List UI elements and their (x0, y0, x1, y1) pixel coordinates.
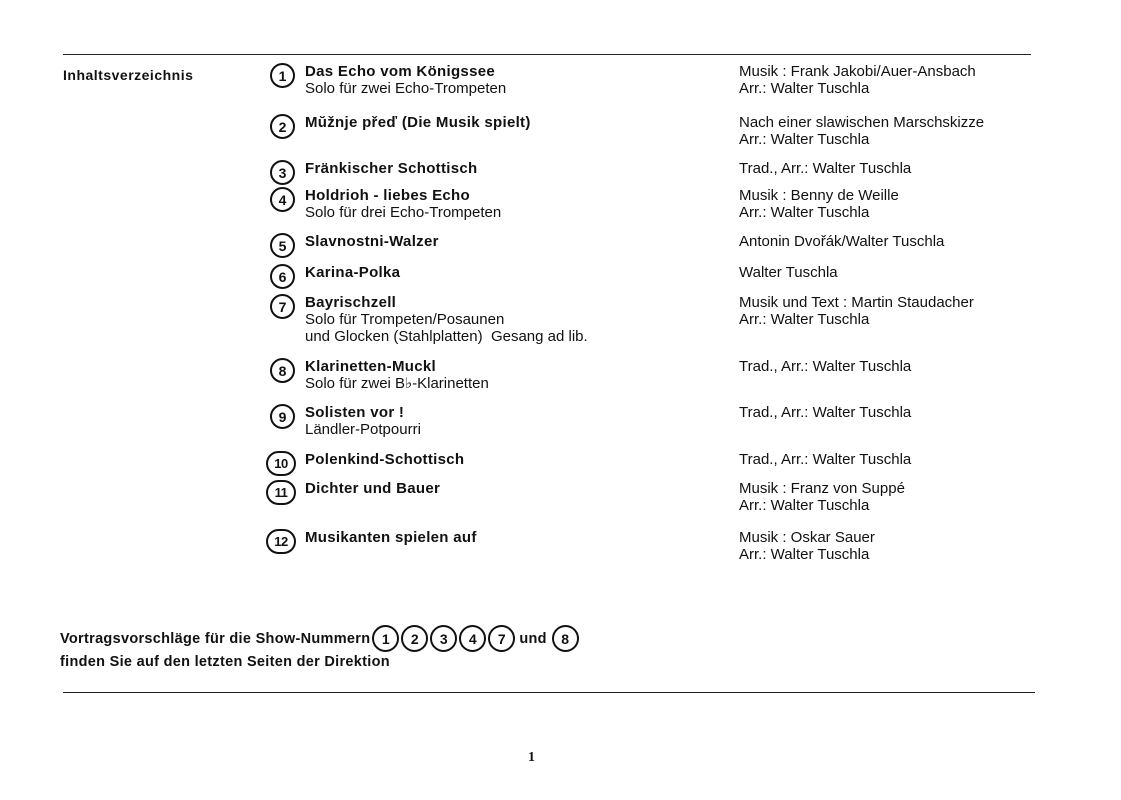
entry-credit-line: Musik : Frank Jakobi/Auer-Ansbach (739, 63, 976, 80)
entry-credit (739, 63, 976, 97)
and-text: und (519, 630, 547, 647)
entry-number-badge: 5 (270, 233, 295, 258)
entry-credit (739, 451, 911, 468)
performance-note (60, 625, 579, 672)
entry-credit (739, 480, 905, 514)
entry-title: Fränkischer Schottisch (305, 160, 478, 177)
entry-credit-line: Nach einer slawischen Marschskizze (739, 114, 985, 131)
entry-number-badge: 10 (266, 451, 296, 476)
page-number: 1 (528, 750, 535, 765)
entry-subtitle: Solo für drei Echo-Trompeten (305, 204, 502, 221)
entry-credit-line: Arr.: Walter Tuschla (739, 80, 870, 97)
entry-title: Slavnostni-Walzer (305, 233, 439, 250)
entry-title: Klarinetten-Muckl (305, 358, 436, 375)
entry-text (305, 114, 531, 131)
entry-subtitle: Ländler-Potpourri (305, 421, 421, 438)
show-number-badge: 1 (372, 625, 399, 652)
entry-credit-line: Arr.: Walter Tuschla (739, 204, 870, 221)
entry-text (305, 358, 489, 392)
entry-credit-line: Trad., Arr.: Walter Tuschla (739, 451, 912, 468)
entry-credit (739, 187, 899, 221)
entry-credit (739, 264, 838, 281)
show-number-badge: 4 (459, 625, 486, 652)
entry-title: Musikanten spielen auf (305, 529, 477, 546)
entry-text (305, 529, 477, 546)
entry-credit (739, 114, 984, 148)
show-number-badge: 3 (430, 625, 457, 652)
entry-credit (739, 529, 875, 563)
entry-title: Solisten vor ! (305, 404, 405, 421)
performance-note-prefix: Vortragsvorschläge für die Show-Nummern (60, 630, 371, 647)
entry-credit-line: Trad., Arr.: Walter Tuschla (739, 160, 912, 177)
entry-title: Mŭžnje přeď (Die Musik spielt) (305, 114, 531, 131)
entry-credit (739, 404, 911, 421)
entry-text (305, 451, 464, 468)
entry-title: Karina-Polka (305, 264, 401, 281)
entry-credit (739, 294, 974, 328)
entry-title: Holdrioh - liebes Echo (305, 187, 470, 204)
entry-number-badge: 6 (270, 264, 295, 289)
entry-credit-line: Musik : Benny de Weille (739, 187, 899, 204)
entry-subtitle: Solo für Trompeten/Posaunen (305, 311, 505, 328)
entry-number-badge: 3 (270, 160, 295, 185)
entry-credit-line: Walter Tuschla (739, 264, 838, 281)
entry-credit (739, 160, 911, 177)
section-label: Inhaltsverzeichnis (63, 67, 194, 83)
entry-number-badge: 12 (266, 529, 296, 554)
entry-credit-line: Antonin Dvořák/Walter Tuschla (739, 233, 945, 250)
show-number-badge: 7 (488, 625, 515, 652)
performance-note-line-2: finden Sie auf den letzten Seiten der Direktion (60, 654, 390, 670)
entry-subtitle: und Glocken (Stahlplatten) Gesang ad lib. (305, 328, 588, 345)
entry-number-badge: 4 (270, 187, 295, 212)
entry-credit-line: Arr.: Walter Tuschla (739, 497, 870, 514)
entry-text (305, 233, 439, 250)
bottom-rule (63, 692, 1035, 693)
entry-number-badge: 1 (270, 63, 295, 88)
top-rule (63, 54, 1031, 55)
entry-title: Dichter und Bauer (305, 480, 441, 497)
entry-credit-line: Musik : Oskar Sauer (739, 529, 875, 546)
entry-title: Das Echo vom Königssee (305, 63, 495, 80)
entry-subtitle: Solo für zwei Echo-Trompeten (305, 80, 507, 97)
entry-text (305, 63, 506, 97)
entry-text (305, 480, 440, 497)
entry-credit-line: Trad., Arr.: Walter Tuschla (739, 404, 912, 421)
entry-text (305, 187, 501, 221)
entry-credit-line: Musik : Franz von Suppé (739, 480, 905, 497)
entry-credit-line: Musik und Text : Martin Staudacher (739, 294, 974, 311)
entry-credit-line: Trad., Arr.: Walter Tuschla (739, 358, 912, 375)
entry-credit-line: Arr.: Walter Tuschla (739, 311, 870, 328)
show-number-badge: 8 (552, 625, 579, 652)
entry-number-badge: 7 (270, 294, 295, 319)
entry-text (305, 294, 588, 345)
entry-text (305, 160, 478, 177)
entry-credit-line: Arr.: Walter Tuschla (739, 131, 870, 148)
entry-number-badge: 2 (270, 114, 295, 139)
entry-number-badge: 9 (270, 404, 295, 429)
performance-note-line-1 (60, 625, 579, 652)
entry-text (305, 404, 421, 438)
entry-text (305, 264, 400, 281)
entry-title: Bayrischzell (305, 294, 397, 311)
entry-credit (739, 358, 911, 375)
entry-credit-line: Arr.: Walter Tuschla (739, 546, 870, 563)
entry-number-badge: 11 (266, 480, 296, 505)
entry-number-badge: 8 (270, 358, 295, 383)
entry-credit (739, 233, 944, 250)
entry-title: Polenkind-Schottisch (305, 451, 465, 468)
show-number-badge: 2 (401, 625, 428, 652)
entry-subtitle: Solo für zwei B♭-Klarinetten (305, 375, 489, 392)
